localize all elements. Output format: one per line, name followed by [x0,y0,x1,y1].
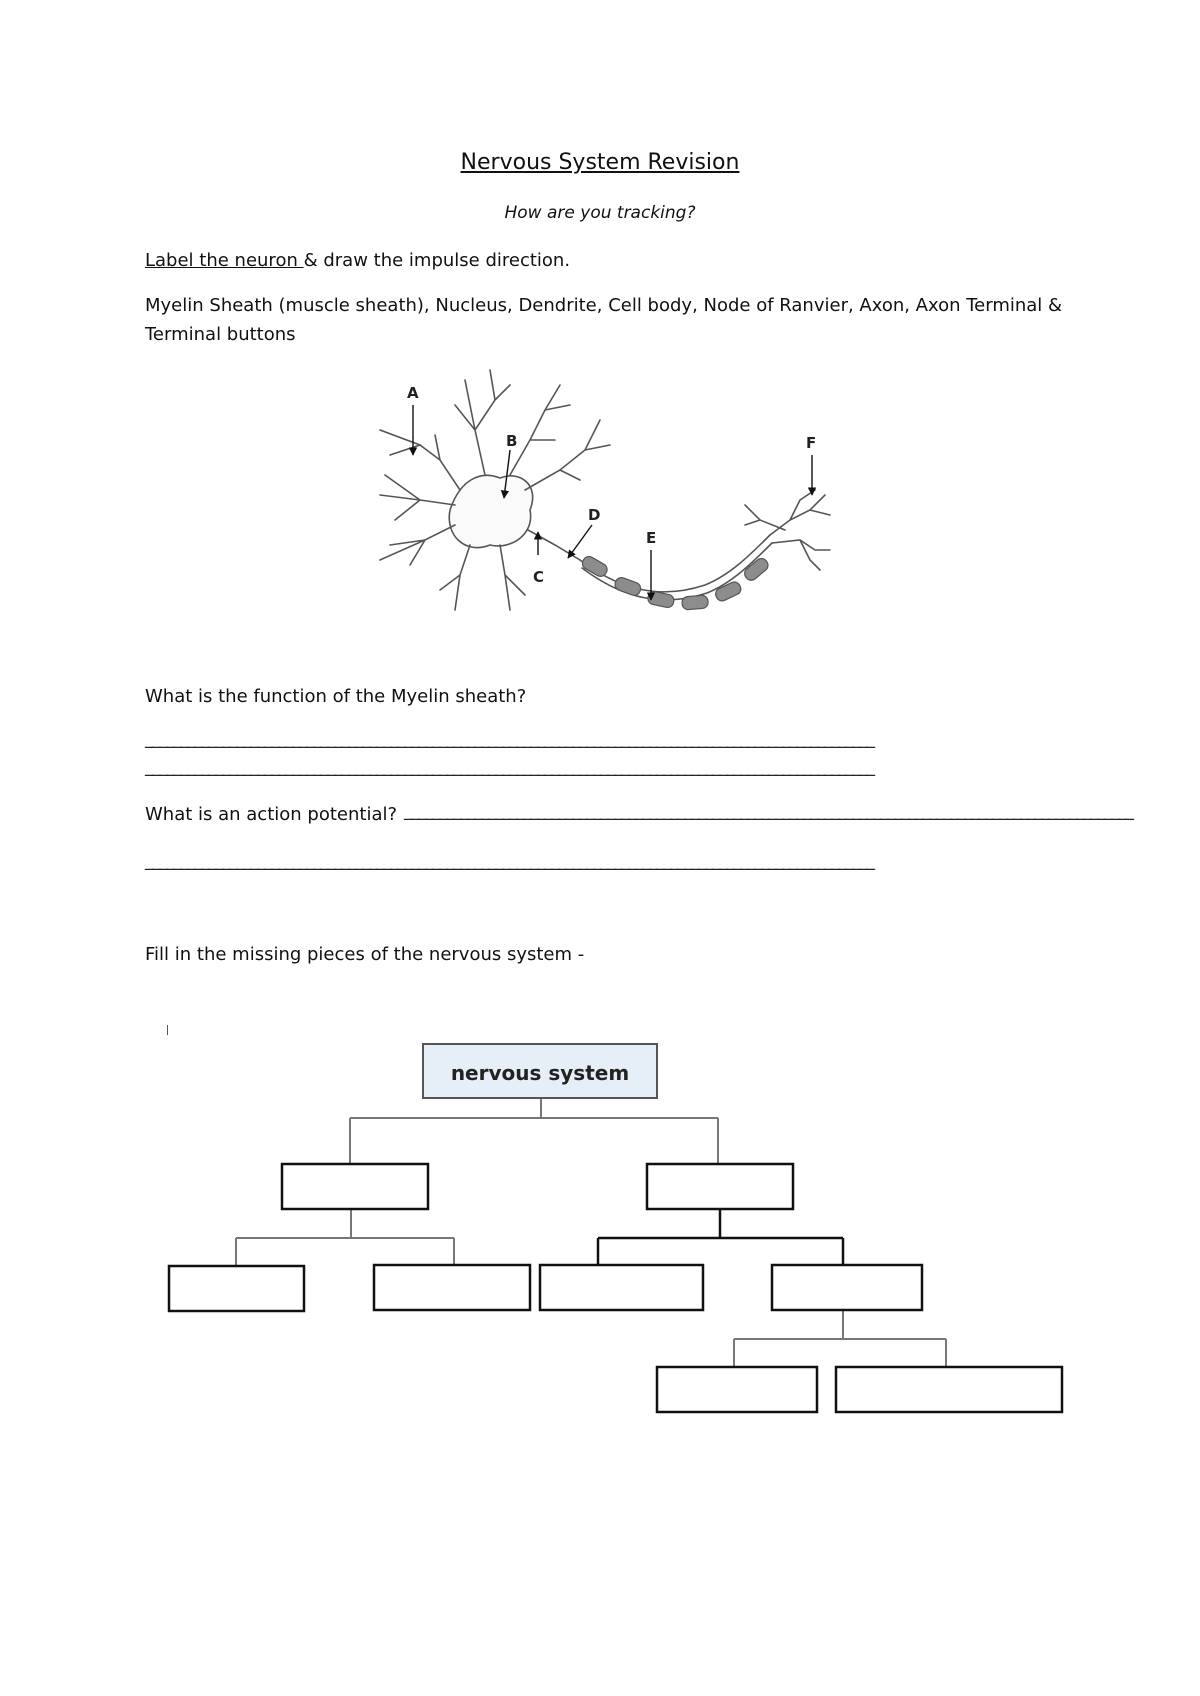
neuron-label-a: A [407,384,419,402]
page-subtitle: How are you tracking? [504,203,696,223]
tree-box-level4-1[interactable] [657,1367,817,1412]
tree-box-level4-2[interactable] [836,1367,1062,1412]
tree-box-level3-3[interactable] [540,1265,703,1310]
neuron-label-c: C [533,568,545,586]
neuron-label-f: F [806,434,817,452]
fill-instruction: Fill in the missing pieces of the nervous system - [145,944,585,965]
nervous-system-tree [0,1040,1200,1420]
tree-box-level2-right[interactable] [647,1164,793,1209]
answer-line-2[interactable]: ________________________________________________________________________________________________________ [145,756,873,777]
tree-box-level2-left[interactable] [282,1164,428,1209]
instruction-underlined: Label the neuron [145,250,304,271]
neuron-label-e: E [646,529,657,547]
question-myelin: What is the function of the Myelin sheath? [145,686,527,707]
instruction-text [145,246,570,276]
answer-line-1[interactable]: ________________________________________________________________________________________________________ [145,728,873,749]
neuron-diagram [360,360,840,620]
answer-line-3[interactable]: ________________________________________________________________________________________________________ [404,800,1132,821]
neuron-label-b: B [506,432,518,450]
tree-box-level3-2[interactable] [374,1265,530,1310]
terms-line-2: Terminal buttons [145,324,296,345]
stray-mark [167,1025,168,1035]
question-action-potential: What is an action potential? [145,804,398,825]
instruction-rest: & draw the impulse direction. [303,250,571,271]
tree-connectors-dark [598,1210,843,1265]
neuron-label-d: D [588,506,601,524]
tree-root-label: nervous system [450,1061,630,1085]
page-title: Nervous System Revision [460,150,740,175]
answer-line-4[interactable]: ________________________________________________________________________________________________________ [145,850,873,871]
tree-box-level3-1[interactable] [169,1266,304,1311]
tree-connectors-lower [734,1310,946,1367]
terms-line-1: Myelin Sheath (muscle sheath), Nucleus, Dendrite, Cell body, Node of Ranvier, Axon, Axon Terminal & [145,295,1063,316]
tree-box-level3-4[interactable] [772,1265,922,1310]
myelin-segments [580,554,770,610]
